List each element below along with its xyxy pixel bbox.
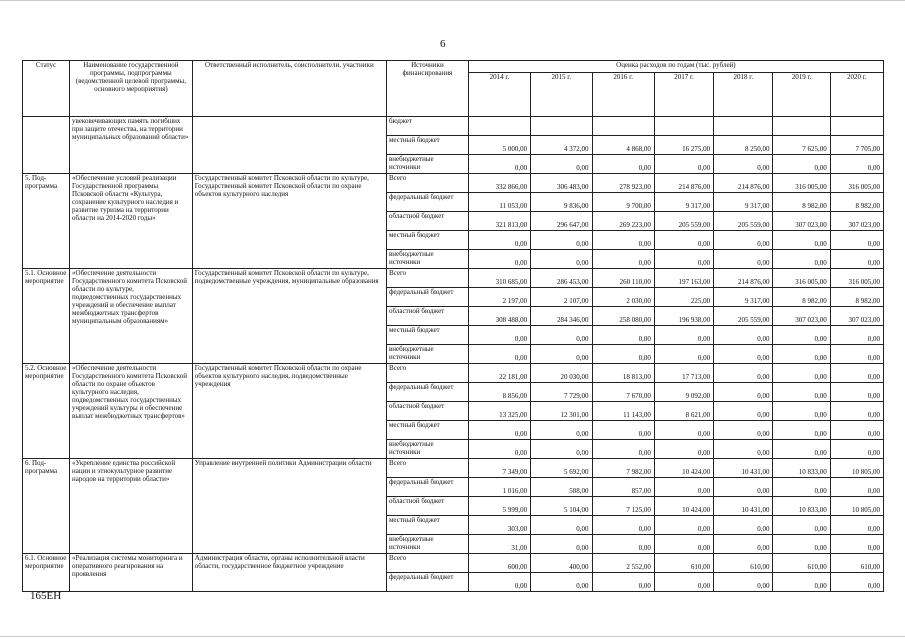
- cell-amount: 5 999,00: [468, 497, 530, 516]
- table-row: [23, 364, 884, 383]
- cell-source: Всего: [387, 554, 469, 573]
- cell-amount: 400,00: [531, 554, 592, 573]
- cell-amount: 0,00: [654, 516, 713, 535]
- cell-amount: 0,00: [654, 573, 713, 592]
- cell-amount: 2 107,00: [531, 288, 592, 307]
- cell-amount: 0,00: [714, 155, 773, 174]
- header-estimate: Оценка расходов по годам (тыс. рублей): [468, 61, 883, 73]
- cell-source: Всего: [387, 269, 469, 288]
- cell-source: бюджет: [387, 117, 469, 136]
- cell-amount: 0,00: [531, 421, 592, 440]
- cell-amount: 205 559,00: [714, 212, 773, 231]
- cell-amount: 610,00: [654, 554, 713, 573]
- cell-amount: 225,00: [654, 288, 713, 307]
- cell-amount: 0,00: [468, 440, 530, 459]
- cell-amount: 8 982,00: [830, 288, 883, 307]
- cell-amount: 610,00: [714, 554, 773, 573]
- cell-name: «Обеспечение деятельности Государственного комитета Псковской области по охране объектов культурного наследия, подведомственных государственных учреждений культуры и обеспечение выплат межбюджетных трансфертов»: [70, 364, 193, 459]
- cell-amount: 0,00: [773, 573, 830, 592]
- cell-amount: [714, 117, 773, 136]
- cell-amount: 269 223,00: [592, 212, 654, 231]
- cell-amount: 0,00: [654, 326, 713, 345]
- cell-amount: [592, 117, 654, 136]
- header-year: 2019 г.: [773, 73, 830, 117]
- cell-amount: 9 317,00: [714, 193, 773, 212]
- cell-amount: 5 000,00: [468, 136, 530, 155]
- header-year: 2015 г.: [531, 73, 592, 117]
- header-year: 2014 г.: [468, 73, 530, 117]
- cell-amount: 0,00: [714, 364, 773, 383]
- cell-amount: 205 559,00: [654, 212, 713, 231]
- cell-amount: 214 876,00: [654, 174, 713, 193]
- cell-amount: 10 833,00: [773, 497, 830, 516]
- page-number: 6: [440, 38, 446, 50]
- cell-amount: 10 805,00: [830, 459, 883, 478]
- cell-amount: 0,00: [773, 326, 830, 345]
- cell-executor: Государственный комитет Псковской области по культуре, подведомственные учреждения, муниципальные образования: [192, 269, 386, 364]
- cell-source: Всего: [387, 459, 469, 478]
- cell-amount: 278 923,00: [592, 174, 654, 193]
- header-status: Статус: [23, 61, 70, 117]
- cell-amount: 307 023,00: [773, 307, 830, 326]
- cell-source: внебюджетные источники: [387, 155, 469, 174]
- cell-amount: 0,00: [714, 421, 773, 440]
- cell-amount: 0,00: [654, 345, 713, 364]
- cell-amount: 0,00: [773, 516, 830, 535]
- cell-name: увековечивающих память погибших при защите отечества, на территории муниципальных образований области»: [70, 117, 193, 174]
- cell-amount: 0,00: [714, 345, 773, 364]
- cell-amount: 316 005,00: [830, 269, 883, 288]
- cell-amount: 0,00: [714, 231, 773, 250]
- cell-source: областной бюджет: [387, 402, 469, 421]
- cell-amount: 316 005,00: [773, 269, 830, 288]
- cell-amount: 214 876,00: [714, 174, 773, 193]
- table-row: [23, 554, 884, 573]
- cell-amount: 0,00: [830, 250, 883, 269]
- cell-amount: 10 424,00: [654, 497, 713, 516]
- cell-amount: 0,00: [830, 364, 883, 383]
- cell-amount: 0,00: [773, 364, 830, 383]
- cell-amount: 0,00: [714, 535, 773, 554]
- cell-amount: 4 372,00: [531, 136, 592, 155]
- cell-amount: 0,00: [773, 421, 830, 440]
- cell-amount: 0,00: [592, 345, 654, 364]
- cell-name: «Укрепление единства российской нации и этнокультурное развитие народов на территории области»: [70, 459, 193, 554]
- cell-amount: 0,00: [830, 421, 883, 440]
- cell-amount: 0,00: [830, 440, 883, 459]
- cell-amount: 1 016,00: [468, 478, 530, 497]
- cell-amount: 0,00: [531, 440, 592, 459]
- cell-status: 5.2. Основное мероприятие: [23, 364, 70, 459]
- cell-amount: 0,00: [830, 535, 883, 554]
- cell-amount: 2 197,00: [468, 288, 530, 307]
- cell-amount: 0,00: [592, 326, 654, 345]
- cell-amount: 16 275,00: [654, 136, 713, 155]
- cell-amount: 316 005,00: [773, 174, 830, 193]
- cell-amount: 258 080,00: [592, 307, 654, 326]
- scan-edge-bottom: [0, 636, 905, 637]
- cell-name: «Реализация системы мониторинга и оперативного реагирования на проявления: [70, 554, 193, 592]
- cell-status: 5. Под-программа: [23, 174, 70, 269]
- cell-amount: 307 023,00: [773, 212, 830, 231]
- cell-amount: 0,00: [830, 345, 883, 364]
- cell-amount: 0,00: [592, 421, 654, 440]
- cell-amount: 260 110,00: [592, 269, 654, 288]
- cell-amount: 0,00: [714, 326, 773, 345]
- cell-amount: 0,00: [830, 383, 883, 402]
- cell-amount: 5 692,00: [531, 459, 592, 478]
- table-row: [23, 269, 884, 288]
- cell-amount: 588,00: [531, 478, 592, 497]
- header-year: 2016 г.: [592, 73, 654, 117]
- cell-amount: 7 625,00: [773, 136, 830, 155]
- cell-name: «Обеспечение условий реализации Государственной программы Псковской области «Культура, сохранение культурного наследия и развитие туризма на территории области на 2014-2020 годы»: [70, 174, 193, 269]
- cell-executor: Государственный комитет Псковской области по охране объектов культурного наследия, подведомственные учреждения: [192, 364, 386, 459]
- cell-amount: 321 813,00: [468, 212, 530, 231]
- cell-source: внебюджетные источники: [387, 535, 469, 554]
- cell-amount: 0,00: [714, 573, 773, 592]
- cell-amount: 0,00: [592, 155, 654, 174]
- cell-amount: 10 431,00: [714, 497, 773, 516]
- cell-source: областной бюджет: [387, 497, 469, 516]
- cell-amount: 7 729,00: [531, 383, 592, 402]
- cell-amount: 5 104,00: [531, 497, 592, 516]
- cell-amount: 7 125,00: [592, 497, 654, 516]
- cell-amount: 310 685,00: [468, 269, 530, 288]
- cell-amount: 610,00: [830, 554, 883, 573]
- cell-amount: 0,00: [714, 516, 773, 535]
- cell-status: 5.1. Основное мероприятие: [23, 269, 70, 364]
- cell-executor: Администрация области, органы исполнительной власти области, государственное бюджетное учреждение: [192, 554, 386, 592]
- cell-source: местный бюджет: [387, 516, 469, 535]
- cell-amount: 197 163,00: [654, 269, 713, 288]
- cell-amount: 9 317,00: [654, 193, 713, 212]
- cell-amount: 0,00: [468, 250, 530, 269]
- cell-amount: 284 346,00: [531, 307, 592, 326]
- cell-amount: 0,00: [773, 383, 830, 402]
- cell-amount: 0,00: [830, 573, 883, 592]
- cell-amount: 0,00: [654, 440, 713, 459]
- cell-amount: 8 250,00: [714, 136, 773, 155]
- cell-amount: 0,00: [592, 440, 654, 459]
- header-sources: Источники финансирования: [387, 61, 469, 117]
- cell-executor: Управление внутренней политики Администрации области: [192, 459, 386, 554]
- header-year: 2018 г.: [714, 73, 773, 117]
- cell-amount: 0,00: [773, 402, 830, 421]
- cell-amount: 8 621,00: [654, 402, 713, 421]
- cell-amount: 0,00: [773, 345, 830, 364]
- cell-source: федеральный бюджет: [387, 383, 469, 402]
- cell-amount: 0,00: [654, 478, 713, 497]
- cell-amount: 0,00: [773, 535, 830, 554]
- cell-amount: 0,00: [773, 440, 830, 459]
- cell-amount: 0,00: [830, 516, 883, 535]
- cell-amount: 0,00: [468, 231, 530, 250]
- cell-amount: 7 982,00: [592, 459, 654, 478]
- cell-source: Всего: [387, 364, 469, 383]
- cell-source: внебюджетные источники: [387, 250, 469, 269]
- cell-amount: 0,00: [773, 231, 830, 250]
- header-name: Наименование государственной программы, подпрограммы (ведомственной целевой программы, основного мероприятия): [70, 61, 193, 117]
- cell-amount: 13 325,00: [468, 402, 530, 421]
- cell-amount: 0,00: [654, 155, 713, 174]
- table-row: [23, 459, 884, 478]
- cell-amount: 0,00: [531, 250, 592, 269]
- cell-amount: 214 876,00: [714, 269, 773, 288]
- cell-amount: 0,00: [531, 155, 592, 174]
- cell-amount: 0,00: [654, 231, 713, 250]
- header-executor: Ответственный исполнитель, соисполнители, участники: [192, 61, 386, 117]
- scan-edge-top: [0, 0, 905, 1]
- table-row: [23, 174, 884, 193]
- cell-amount: 0,00: [830, 402, 883, 421]
- cell-source: местный бюджет: [387, 421, 469, 440]
- cell-amount: 8 982,00: [830, 193, 883, 212]
- cell-amount: 0,00: [714, 440, 773, 459]
- cell-amount: 0,00: [592, 516, 654, 535]
- cell-amount: 0,00: [468, 421, 530, 440]
- cell-amount: 0,00: [830, 478, 883, 497]
- cell-amount: 22 181,00: [468, 364, 530, 383]
- cell-amount: 0,00: [714, 478, 773, 497]
- cell-amount: 10 431,00: [714, 459, 773, 478]
- cell-amount: 0,00: [654, 421, 713, 440]
- cell-amount: 2 552,00: [592, 554, 654, 573]
- cell-amount: 0,00: [654, 250, 713, 269]
- cell-amount: [654, 117, 713, 136]
- cell-amount: 0,00: [592, 535, 654, 554]
- cell-amount: 9 836,00: [531, 193, 592, 212]
- cell-amount: 10 833,00: [773, 459, 830, 478]
- cell-amount: 0,00: [468, 345, 530, 364]
- cell-amount: 0,00: [531, 345, 592, 364]
- cell-amount: 286 453,00: [531, 269, 592, 288]
- cell-amount: 11 053,00: [468, 193, 530, 212]
- cell-source: местный бюджет: [387, 136, 469, 155]
- cell-amount: 0,00: [654, 535, 713, 554]
- cell-amount: 0,00: [830, 231, 883, 250]
- cell-source: местный бюджет: [387, 231, 469, 250]
- cell-status: 6.1. Основное мероприятие: [23, 554, 70, 592]
- cell-amount: 0,00: [531, 231, 592, 250]
- table-header: [23, 61, 884, 117]
- cell-amount: 316 005,00: [830, 174, 883, 193]
- cell-amount: 31,00: [468, 535, 530, 554]
- cell-amount: 0,00: [773, 478, 830, 497]
- cell-status: 6. Под-программа: [23, 459, 70, 554]
- cell-amount: 12 301,00: [531, 402, 592, 421]
- cell-amount: 308 488,00: [468, 307, 530, 326]
- cell-amount: 8 982,00: [773, 193, 830, 212]
- cell-amount: 307 023,00: [830, 307, 883, 326]
- cell-amount: 0,00: [773, 155, 830, 174]
- cell-amount: 0,00: [468, 155, 530, 174]
- cell-amount: 4 868,00: [592, 136, 654, 155]
- cell-amount: 8 982,00: [773, 288, 830, 307]
- cell-amount: 0,00: [468, 326, 530, 345]
- cell-amount: 610,00: [773, 554, 830, 573]
- cell-amount: 0,00: [531, 326, 592, 345]
- cell-executor: [192, 117, 386, 174]
- cell-source: внебюджетные источники: [387, 440, 469, 459]
- cell-amount: 0,00: [592, 231, 654, 250]
- table-row: [23, 117, 884, 136]
- cell-amount: 0,00: [592, 250, 654, 269]
- cell-amount: 0,00: [531, 516, 592, 535]
- cell-amount: 0,00: [531, 535, 592, 554]
- cell-amount: 196 938,00: [654, 307, 713, 326]
- cell-source: федеральный бюджет: [387, 478, 469, 497]
- cell-amount: 8 856,00: [468, 383, 530, 402]
- cell-amount: 0,00: [531, 573, 592, 592]
- cell-amount: 0,00: [714, 383, 773, 402]
- cell-source: федеральный бюджет: [387, 193, 469, 212]
- cell-amount: 0,00: [714, 402, 773, 421]
- cell-source: Всего: [387, 174, 469, 193]
- cell-amount: 9 317,00: [714, 288, 773, 307]
- cell-source: областной бюджет: [387, 307, 469, 326]
- cell-amount: 0,00: [468, 573, 530, 592]
- cell-source: внебюджетные источники: [387, 345, 469, 364]
- cell-amount: 10 805,00: [830, 497, 883, 516]
- cell-name: «Обеспечение деятельности Государственного комитета Псковской области по культуре, подведомственных государственных учреждений и обеспечение выплат межбюджетных трансфертов муниципальным образованиям»: [70, 269, 193, 364]
- cell-amount: 205 559,00: [714, 307, 773, 326]
- cell-amount: 306 483,00: [531, 174, 592, 193]
- cell-status: [23, 117, 70, 174]
- header-year: 2017 г.: [654, 73, 713, 117]
- footer-code: 165ЕН: [30, 590, 62, 602]
- cell-source: федеральный бюджет: [387, 288, 469, 307]
- cell-amount: 7 705,00: [830, 136, 883, 155]
- cell-amount: 303,00: [468, 516, 530, 535]
- cell-amount: [830, 117, 883, 136]
- cell-amount: 0,00: [830, 326, 883, 345]
- cell-amount: 7 349,00: [468, 459, 530, 478]
- cell-amount: 600,00: [468, 554, 530, 573]
- cell-amount: 332 866,00: [468, 174, 530, 193]
- cell-amount: [468, 117, 530, 136]
- cell-amount: 10 424,00: [654, 459, 713, 478]
- cell-amount: 11 143,00: [592, 402, 654, 421]
- cell-amount: 7 670,00: [592, 383, 654, 402]
- cell-amount: 0,00: [714, 250, 773, 269]
- cell-amount: 0,00: [592, 573, 654, 592]
- cell-amount: 296 647,00: [531, 212, 592, 231]
- header-year: 2020 г.: [830, 73, 883, 117]
- cell-amount: 18 813,00: [592, 364, 654, 383]
- cell-source: федеральный бюджет: [387, 573, 469, 592]
- cell-amount: 307 023,00: [830, 212, 883, 231]
- cell-amount: 17 713,00: [654, 364, 713, 383]
- cell-amount: 2 030,00: [592, 288, 654, 307]
- budget-table: [22, 60, 884, 592]
- cell-executor: Государственный комитет Псковской области по культуре, Государственный комитет Псковской области по охране объектов культурного наследия: [192, 174, 386, 269]
- cell-amount: 0,00: [773, 250, 830, 269]
- cell-amount: 0,00: [830, 155, 883, 174]
- cell-amount: 9 700,00: [592, 193, 654, 212]
- cell-amount: 20 030,00: [531, 364, 592, 383]
- cell-amount: 857,00: [592, 478, 654, 497]
- cell-source: местный бюджет: [387, 326, 469, 345]
- table-body: [23, 117, 884, 592]
- cell-amount: 9 092,00: [654, 383, 713, 402]
- cell-source: областной бюджет: [387, 212, 469, 231]
- cell-amount: [531, 117, 592, 136]
- cell-amount: [773, 117, 830, 136]
